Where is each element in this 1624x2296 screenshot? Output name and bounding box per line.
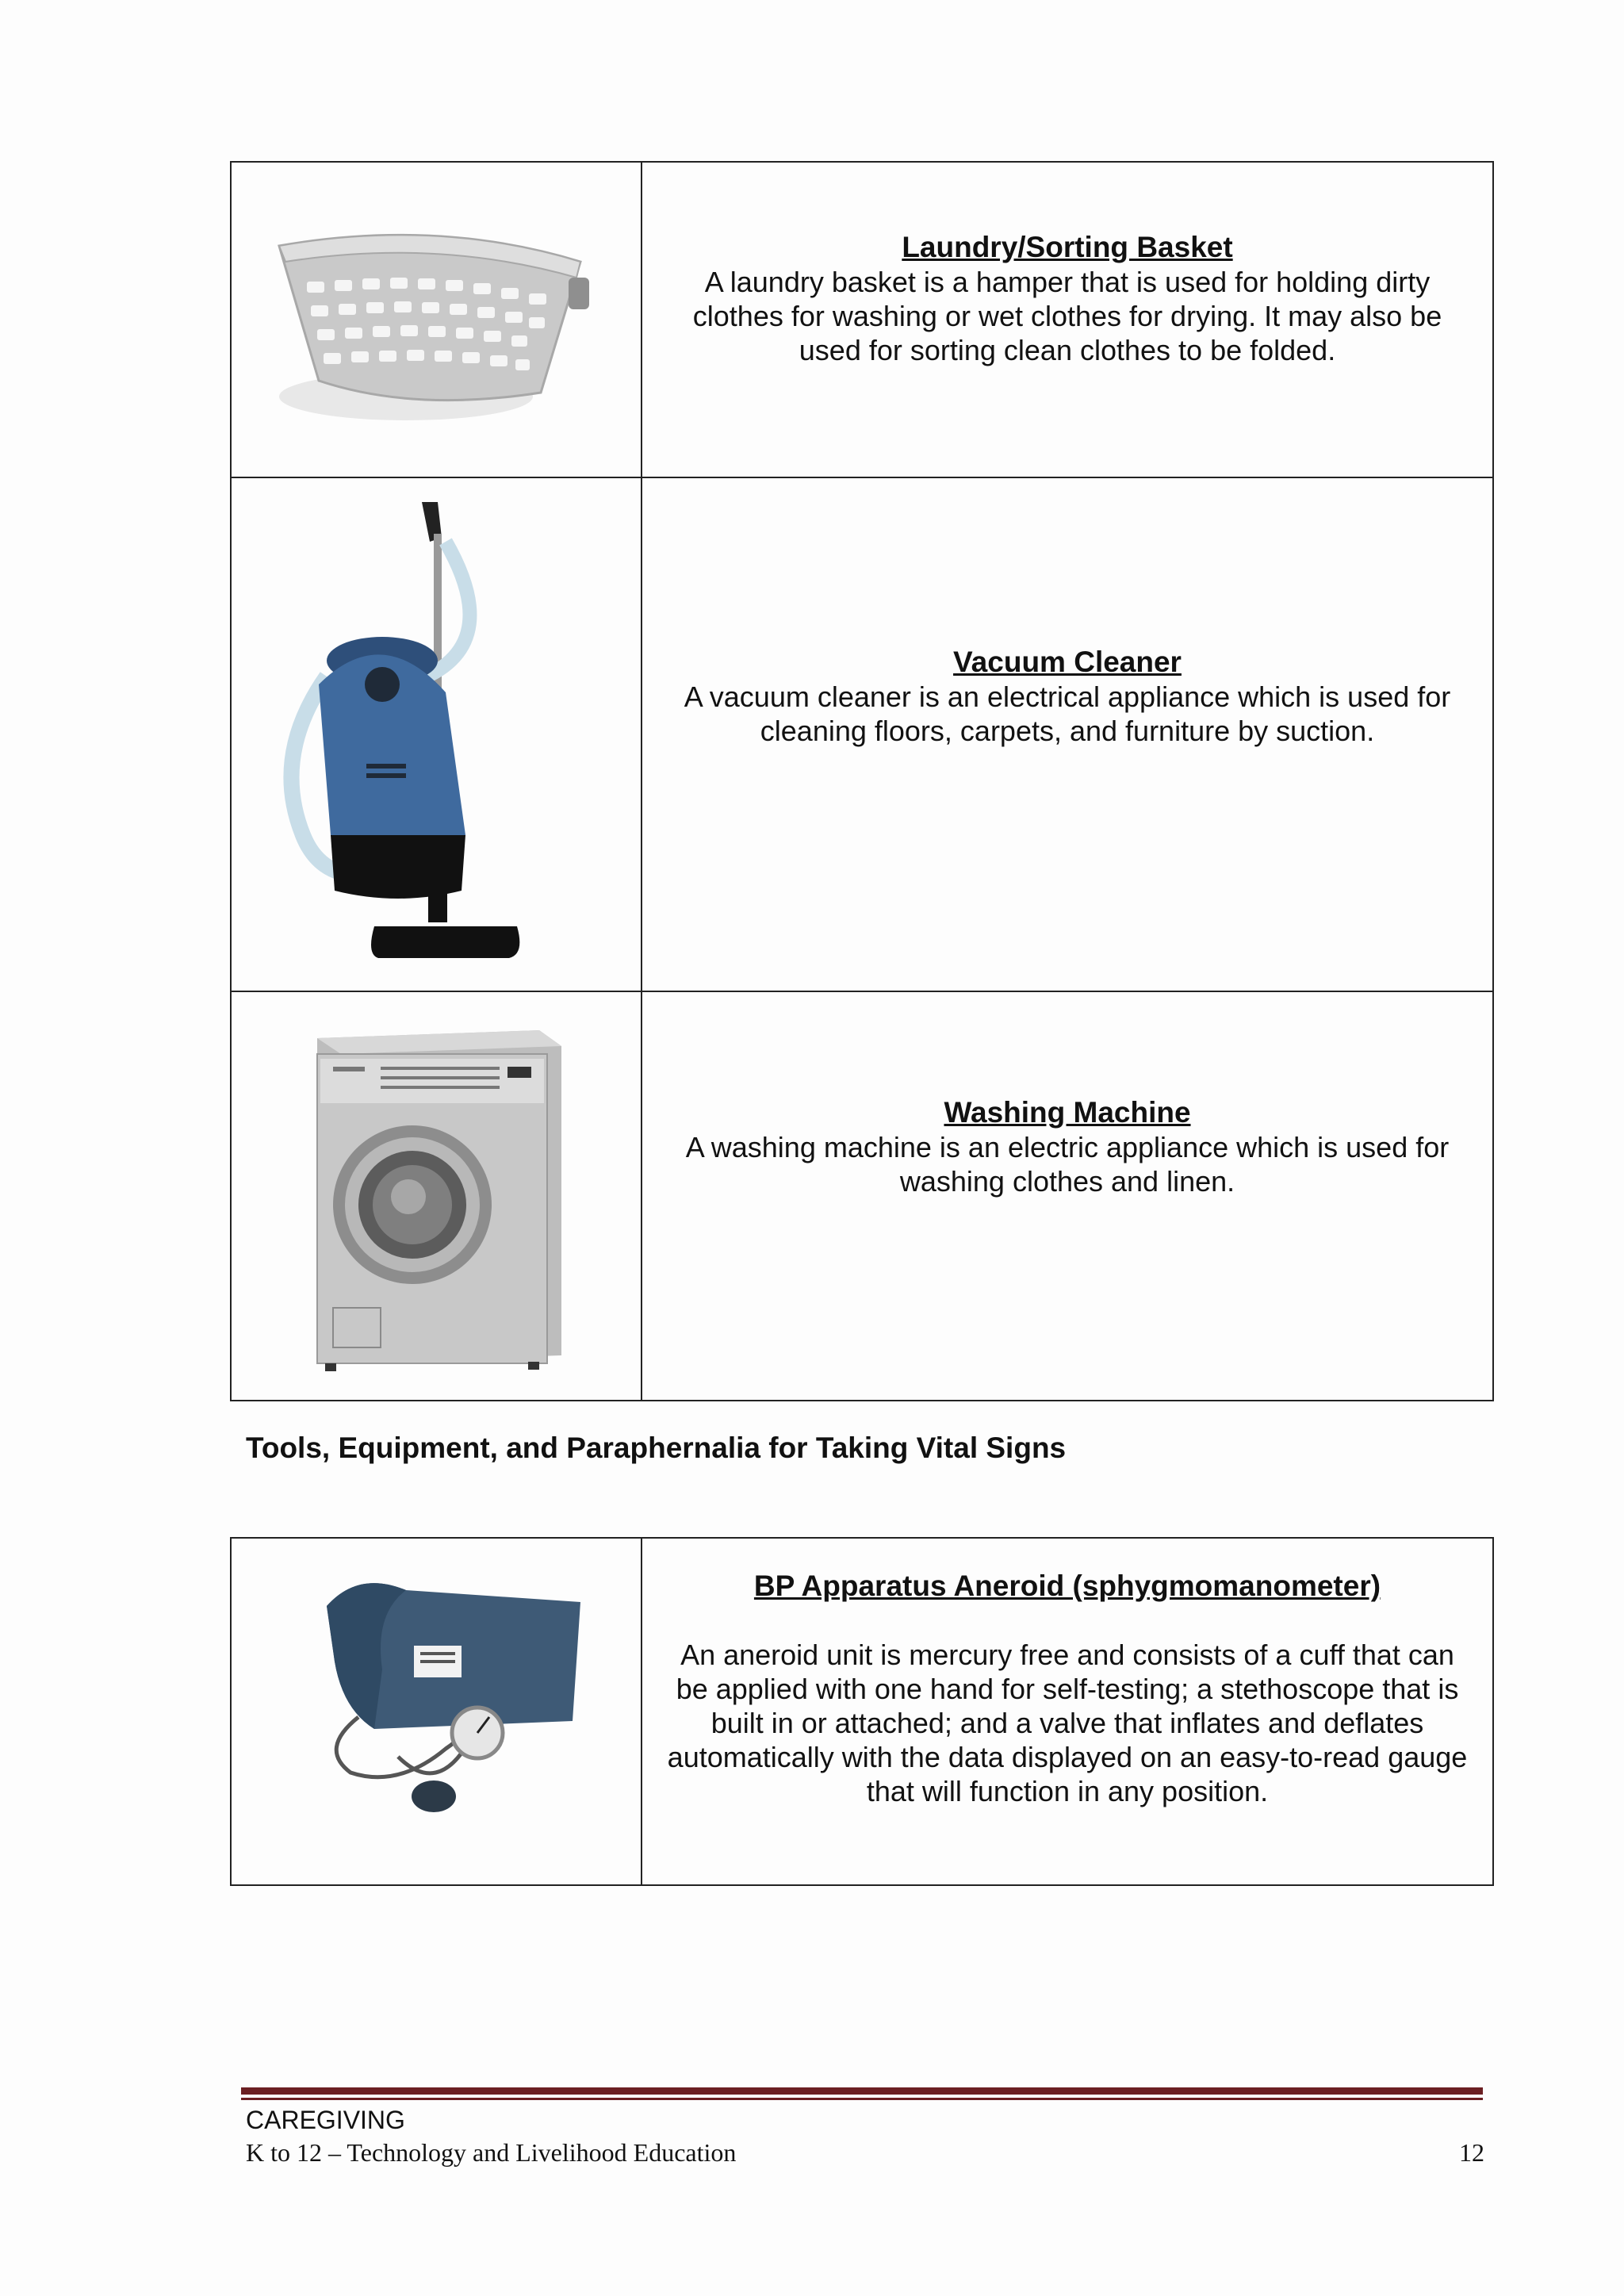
item-description: A laundry basket is a hamper that is used for holding dirty clothes for washing or wet clothes for drying. It may also be used for sorting clean clothes to be folded. <box>692 266 1442 366</box>
table-row <box>232 163 1492 477</box>
equipment-table <box>230 161 1494 1401</box>
item-title: Washing Machine <box>944 1096 1191 1129</box>
image-cell <box>232 163 642 477</box>
item-description: A washing machine is an electric appliance which is used for washing clothes and linen. <box>685 1131 1450 1198</box>
description-cell <box>642 992 1492 1400</box>
image-cell <box>232 992 642 1400</box>
table-row <box>232 1539 1492 1884</box>
item-description: An aneroid unit is mercury free and consists of a cuff that can be applied with one hand for self-testing; a stethoscope that is built in or attached; and a valve that inflates and deflates automatically with the data displayed on an easy-to-read gauge that will function in any position. <box>667 1639 1468 1807</box>
sphygmomanometer-icon <box>311 1558 612 1820</box>
footer-rule <box>241 2087 1483 2095</box>
footer-course: K to 12 – Technology and Livelihood Education <box>246 2138 737 2167</box>
image-cell <box>232 478 642 991</box>
footer-subject: CAREGIVING <box>246 2106 405 2134</box>
washing-machine-icon <box>309 1014 579 1379</box>
table-row <box>232 477 1492 991</box>
laundry-basket-icon <box>263 202 612 432</box>
table-row <box>232 991 1492 1400</box>
description-cell <box>642 1539 1492 1884</box>
item-title: Laundry/Sorting Basket <box>902 231 1233 263</box>
vital-signs-table <box>230 1537 1494 1886</box>
vacuum-cleaner-icon <box>271 494 604 970</box>
footer-rule <box>241 2098 1483 2100</box>
description-cell <box>642 163 1492 477</box>
item-title: BP Apparatus Aneroid (sphygmomanometer) <box>753 1570 1381 1602</box>
description-cell <box>642 478 1492 991</box>
item-title: Vacuum Cleaner <box>953 646 1182 678</box>
item-description: A vacuum cleaner is an electrical appliance which is used for cleaning floors, carpets, and furniture by suction. <box>684 680 1451 747</box>
section-heading: Tools, Equipment, and Paraphernalia for Taking Vital Signs <box>246 1432 1067 1464</box>
image-cell <box>232 1539 642 1884</box>
page-number: 12 <box>1459 2138 1484 2167</box>
